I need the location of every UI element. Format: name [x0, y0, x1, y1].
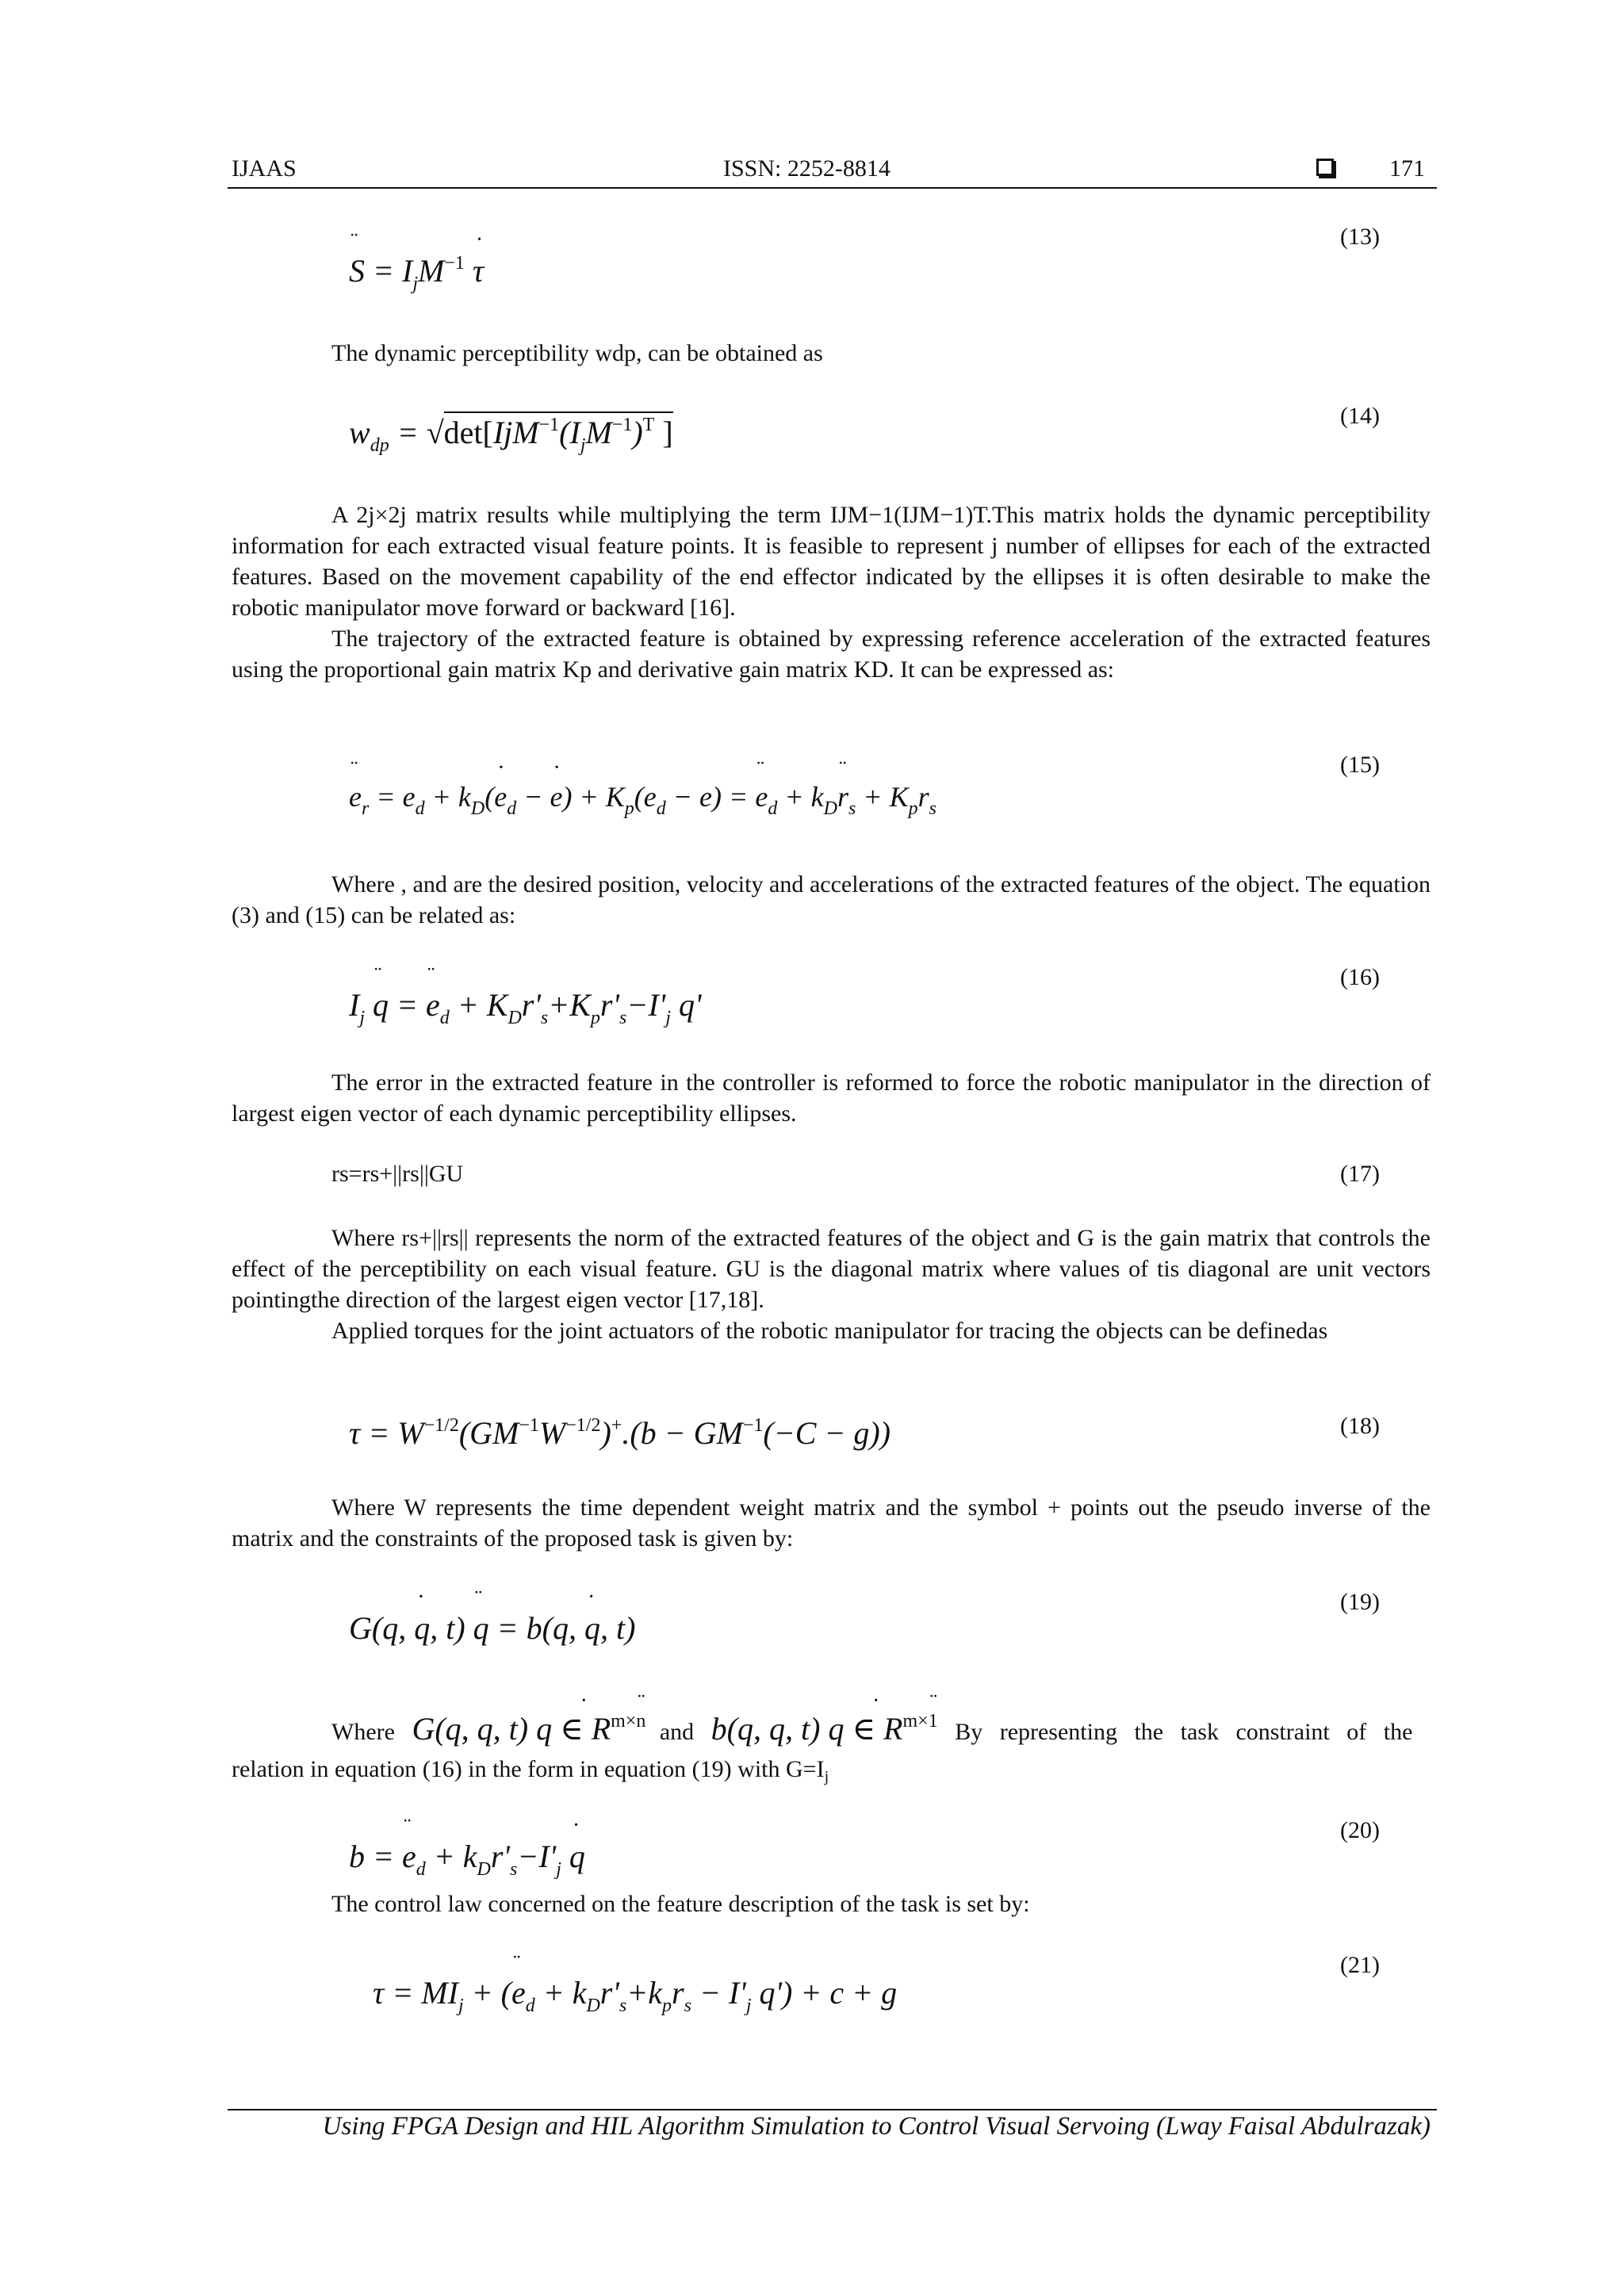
inline-math-g: G(q, · q, t) ¨ q ∈ $R^{m\times n}$ [412, 1711, 645, 1747]
paragraph: Where , and are the desired position, velocity and accelerations of the extracted features of the object. The equation (3) and (15) can be related as: [232, 871, 1431, 928]
equation-number-21: (21) [1340, 1952, 1380, 1978]
paragraph: Where W represents the time dependent weight matrix and the symbol + points out the pseudo inverse of the matrix and the constraints of the proposed task is given by: [232, 1494, 1431, 1552]
where-line [232, 1706, 1431, 1747]
header-rule [228, 187, 1437, 189]
equation-20: b = ¨ $e_d + k_Dr'_s-I'_j \cdot q$ [349, 1838, 585, 1881]
journal-name: IJAAS [232, 155, 297, 182]
equation-18: $\tau = W^{-1/2}(GM^{-1}W^{-1/2})^+.(b - GM^{-1}(-C - g))$ [349, 1415, 891, 1451]
paragraph: The trajectory of the extracted feature is obtained by expressing reference acceleration of the extracted features using the proportional gain matrix Kp and derivative gain matrix KD. It can be expressed as: [232, 626, 1431, 683]
footer-rule [228, 2109, 1437, 2110]
equation-14: $w_{dp} = √\det[IjM^{-1}(I_jM^{-1})^T$ ] [349, 414, 673, 457]
page-number: 171 [1389, 155, 1425, 182]
issn: ISSN: 2252-8814 [723, 155, 891, 182]
relation-text: relation in equation (16) in the form in equation (19) with G=I [232, 1756, 825, 1782]
footer-title: Using FPGA Design and HIL Algorithm Simulation to Control Visual Servoing (Lway Faisal Abdulrazak) [322, 2112, 1431, 2141]
equation-number-18: (18) [1340, 1413, 1380, 1439]
paragraph: Applied torques for the joint actuators of the robotic manipulator for tracing the objects can be definedas [331, 1318, 1328, 1344]
equation-16: $I_j$ ¨ q = ¨ $e_d + K_Dr'_s+K_pr'_s-I'_j$ q' [349, 986, 702, 1029]
paragraph: The error in the extracted feature in the controller is reformed to force the robotic manipulator in the direction of largest eigen vector of each dynamic perceptibility ellipses. [232, 1070, 1431, 1127]
equation-19: G(q, · q, t) ¨ q = b(q, · q, t) [349, 1609, 635, 1647]
where-rest: By representing the task constraint of the [955, 1719, 1413, 1745]
paragraph: A 2j×2j matrix results while multiplying the term IJM−1(IJM−1)T.This matrix holds the dynamic perceptibility information for each extracted visual feature points. It is feasible to represent j number of ellipses for each of the extracted features. Based on the movement capability of the end effector indicated by the ellipses it is often desirable to make the robotic manipulator move forward or backward [16]. [232, 502, 1431, 621]
equation-number-17: (17) [1340, 1161, 1380, 1187]
paragraph: The dynamic perceptibility wdp, can be obtained as [331, 340, 823, 366]
equation-13: ¨ $S = I_jM^{-1} \cdot \tau$ [349, 252, 484, 295]
subscript-j: j [824, 1768, 829, 1785]
equation-number-20: (20) [1340, 1817, 1380, 1843]
paragraph: Where rs+||rs|| represents the norm of the extracted features of the object and G is the gain matrix that controls the effect of the perceptibility on each visual feature. GU is the diagonal matrix where values of tis diagonal are unit vectors pointingthe direction of the largest eigen vector [17,18]. [232, 1225, 1431, 1313]
inline-math-b: b(q, · q, t) ¨ q ∈ $R^{m\times 1}$ [711, 1711, 938, 1747]
equation-number-19: (19) [1340, 1589, 1380, 1615]
paragraph [232, 1754, 1431, 1793]
equation-15: ¨ $e_r = e_d + k_D(\cdot e_d$ − · $e) + K_p(e_d - e)$ = ¨ $e_d$ + $k_D¨$ $r_s + K_pr_s$ [349, 780, 936, 820]
equation-17: rs=rs+||rs||GU [331, 1161, 464, 1187]
and-label: and [659, 1719, 695, 1745]
equation-number-15: (15) [1340, 752, 1380, 778]
equation-number-16: (16) [1340, 964, 1380, 990]
where-label: Where [331, 1719, 395, 1745]
equation-21: $\tau = MI_j$ + (¨ $e_d + k_Dr'_s+k_pr_s - I'_j$ q') + c + g [373, 1974, 897, 2017]
header-box-icon [1316, 159, 1334, 176]
equation-number-14: (14) [1340, 403, 1380, 429]
equation-number-13: (13) [1340, 224, 1380, 250]
paragraph: The control law concerned on the feature description of the task is set by: [331, 1891, 1030, 1917]
